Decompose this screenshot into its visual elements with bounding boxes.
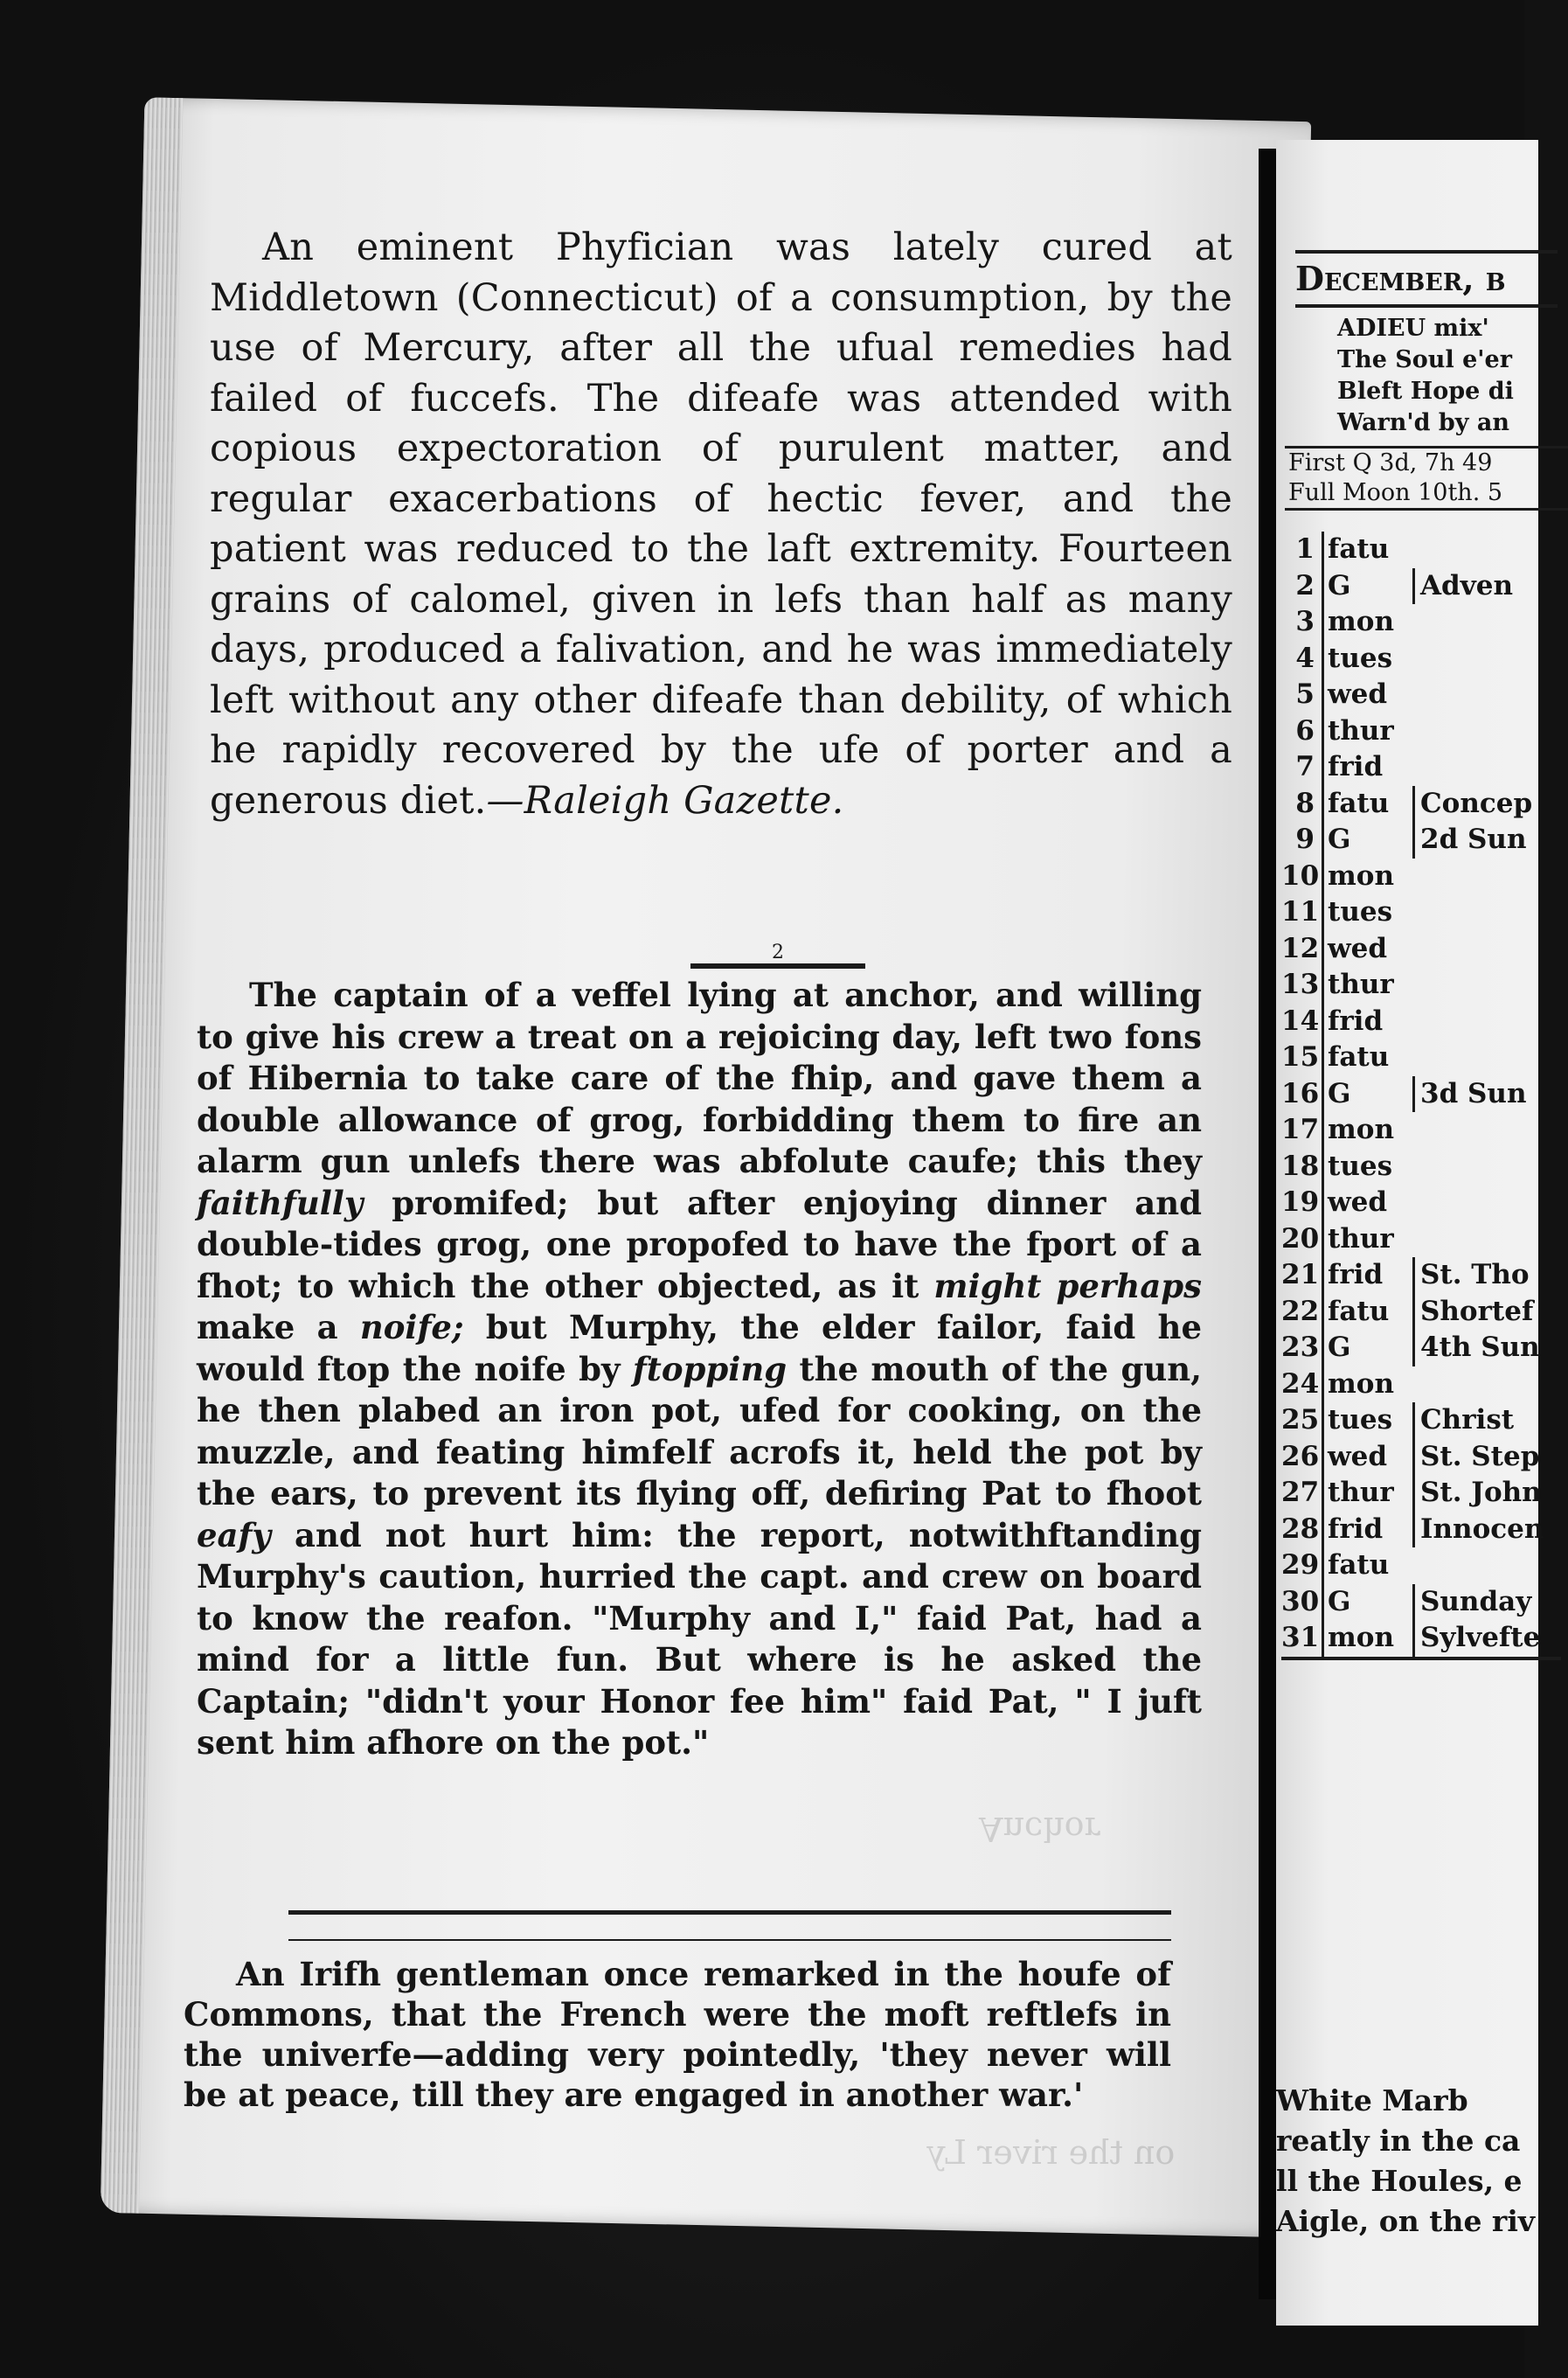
calendar-row <box>1281 1475 1561 1512</box>
calendar-row <box>1281 967 1561 1004</box>
calendar-day-number: 29 <box>1281 1549 1320 1581</box>
calendar-weekday: fatu <box>1322 532 1415 568</box>
section-rule-thin <box>288 1939 1171 1941</box>
calendar-weekday: fatu <box>1322 1294 1415 1331</box>
calendar-row <box>1281 1040 1561 1076</box>
calendar-row <box>1281 786 1561 823</box>
calendar-weekday: tues <box>1322 641 1415 678</box>
calendar-row <box>1281 894 1561 931</box>
article-text: The captain of a veffel lying at anchor, and willing to give his crew a treat on a rejoicing day, left two fons of Hibernia to take care of the fhip, and gave them a double allowance of grog, forbidding them to fire an alarm gun unlefs there was abfolute caufe; this they <box>197 976 1202 1180</box>
calendar-row <box>1281 1149 1561 1186</box>
calendar-day-number: 26 <box>1281 1440 1320 1472</box>
emphasis-text: noife; <box>359 1308 464 1346</box>
calendar-day-number: 24 <box>1281 1367 1320 1400</box>
calendar-weekday: wed <box>1322 931 1415 968</box>
calendar-weekday: wed <box>1322 1185 1415 1221</box>
calendar-weekday: wed <box>1322 1439 1415 1476</box>
emphasis-text: ftopping <box>632 1349 787 1388</box>
emphasis-text: might perhaps <box>933 1266 1202 1305</box>
calendar-weekday: thur <box>1322 1221 1415 1258</box>
calendar-weekday: mon <box>1322 1366 1415 1403</box>
calendar-weekday: tues <box>1322 894 1415 931</box>
calendar-row <box>1281 1547 1561 1584</box>
calendar-event: Adven <box>1412 568 1513 605</box>
calendar-event: Shortef <box>1412 1294 1533 1331</box>
calendar-weekday: mon <box>1322 604 1415 641</box>
calendar-day-number: 2 <box>1295 569 1315 601</box>
section-ornament <box>690 942 865 969</box>
calendar-weekday: thur <box>1322 713 1415 750</box>
calendar-table <box>1281 532 1561 1660</box>
moon-phase-line: Full Moon 10th. 5 <box>1288 479 1503 506</box>
calendar-day-number: 31 <box>1281 1622 1320 1653</box>
calendar-weekday: G <box>1322 1330 1415 1366</box>
footer-line: White Marb <box>1276 2083 1468 2117</box>
calendar-weekday: frid <box>1322 1004 1415 1040</box>
calendar-day-number: 1 <box>1295 533 1315 565</box>
calendar-weekday: frid <box>1322 1512 1415 1548</box>
article-body <box>197 975 1202 1764</box>
calendar-event: Concep <box>1412 786 1532 823</box>
calendar-event: 3d Sun <box>1412 1076 1527 1113</box>
calendar-day-number: 11 <box>1281 896 1320 928</box>
calendar-row <box>1281 749 1561 786</box>
calendar-day-number: 22 <box>1281 1295 1320 1327</box>
calendar-row <box>1281 677 1561 713</box>
calendar-row <box>1281 1257 1561 1294</box>
article-source: —Raleigh Gazette. <box>486 778 844 823</box>
calendar-event: Innocen <box>1412 1512 1544 1548</box>
article-text: and not hurt him: the report, notwithftanding Murphy's caution, hurried the capt. and crew on board to know the reafon. "Murphy and I," faid Pat, had a mind for a little fun. But where is he asked the Captain; "didn't your Honor fee him" faid Pat, " I juft sent him afhore on the pot." <box>197 1515 1202 1762</box>
calendar-day-number: 20 <box>1281 1222 1320 1255</box>
footer-line: ll the Houles, e <box>1276 2164 1523 2198</box>
calendar-day-number: 16 <box>1281 1077 1320 1109</box>
calendar-day-number: 3 <box>1295 606 1315 637</box>
calendar-weekday: frid <box>1322 749 1415 786</box>
calendar-weekday: G <box>1322 1584 1415 1621</box>
calendar-weekday: thur <box>1322 967 1415 1004</box>
article-captain <box>197 975 1202 1764</box>
calendar-row <box>1281 859 1561 895</box>
calendar-event: 2d Sun <box>1412 822 1527 859</box>
article-text: promifed; but after enjoying dinner and double-tides grog, one propofed to have the fport of a fhot; to which the other objected, as it <box>197 1183 1202 1305</box>
calendar-day-number: 18 <box>1281 1150 1320 1182</box>
footer-line: Aigle, on the riv <box>1276 2204 1536 2238</box>
calendar-weekday: thur <box>1322 1475 1415 1512</box>
moon-phases <box>1285 446 1568 511</box>
calendar-weekday: frid <box>1322 1257 1415 1294</box>
calendar-day-number: 23 <box>1281 1332 1320 1363</box>
calendar-day-number: 28 <box>1281 1512 1320 1545</box>
calendar-weekday: tues <box>1322 1149 1415 1186</box>
month-verse <box>1337 313 1514 439</box>
footer-line: reatly in the ca <box>1276 2124 1521 2158</box>
article-irish-gentleman <box>184 1954 1171 2115</box>
calendar-day-number: 21 <box>1281 1259 1320 1290</box>
calendar-row <box>1281 1584 1561 1621</box>
right-page <box>1276 140 1544 2326</box>
calendar-event: St. John <box>1412 1475 1542 1512</box>
calendar-row <box>1281 604 1561 641</box>
calendar-row <box>1281 1112 1561 1149</box>
emphasis-text: eafy <box>197 1515 271 1554</box>
article-body <box>210 223 1232 826</box>
calendar-day-number: 4 <box>1295 642 1315 674</box>
calendar-row <box>1281 1366 1561 1403</box>
calendar-row <box>1281 1004 1561 1040</box>
calendar-event: St. Step <box>1412 1439 1539 1476</box>
verse-line: Bleft Hope di <box>1337 378 1514 405</box>
calendar-day-number: 17 <box>1281 1114 1320 1145</box>
calendar-row <box>1281 1402 1561 1439</box>
calendar-event: Christ <box>1412 1402 1514 1439</box>
emphasis-text: faithfully <box>197 1183 364 1222</box>
calendar-weekday: fatu <box>1322 1547 1415 1584</box>
calendar-row <box>1281 568 1561 605</box>
calendar-day-number: 9 <box>1295 824 1315 855</box>
section-rule <box>288 1910 1171 1915</box>
calendar-weekday: G <box>1322 822 1415 859</box>
calendar-day-number: 14 <box>1281 1005 1320 1037</box>
calendar-weekday: G <box>1322 1076 1415 1113</box>
verse-line: Warn'd by an <box>1337 409 1509 436</box>
calendar-weekday: mon <box>1322 859 1415 895</box>
calendar-weekday: wed <box>1322 677 1415 713</box>
calendar-day-number: 6 <box>1295 714 1315 747</box>
calendar-weekday: mon <box>1322 1620 1415 1657</box>
calendar-day-number: 8 <box>1295 787 1315 819</box>
calendar-event: St. Tho <box>1412 1257 1530 1294</box>
calendar-day-number: 25 <box>1281 1404 1320 1436</box>
calendar-row <box>1281 822 1561 859</box>
calendar-day-number: 30 <box>1281 1585 1320 1617</box>
calendar-day-number: 19 <box>1281 1186 1320 1218</box>
bleed-through-text: Anchor <box>979 1810 1100 1848</box>
ornament-mark: 2 <box>772 942 784 963</box>
calendar-day-number: 13 <box>1281 969 1320 1000</box>
bleed-through-text: on the river Ly <box>926 2133 1176 2172</box>
calendar-weekday: fatu <box>1322 1040 1415 1076</box>
calendar-day-number: 15 <box>1281 1041 1320 1073</box>
calendar-day-number: 10 <box>1281 859 1320 892</box>
calendar-day-number: 27 <box>1281 1477 1320 1508</box>
article-text: the mouth of the gun, he then plabed an iron pot, ufed for cooking, on the muzzle, and feating himfelf acrofs it, held the pot by the ears, to prevent its flying off, defiring Pat to fhoot <box>197 1349 1202 1512</box>
article-text: make a <box>197 1308 360 1346</box>
right-page-footer <box>1276 2081 1535 2242</box>
article-body: An Irifh gentleman once remarked in the houfe of Commons, that the French were the moft reftlefs in the univerfe—adding very pointedly, 'they never will be at peace, till they are engaged in another war.' <box>184 1955 1171 2114</box>
calendar-day-number: 12 <box>1281 932 1320 964</box>
calendar-day-number: 5 <box>1295 678 1315 710</box>
calendar-event: Sunday <box>1412 1584 1531 1621</box>
article-text: but Murphy, the elder failor, faid he would ftop the noife by <box>197 1308 1202 1388</box>
article-consumption <box>210 223 1232 826</box>
calendar-row <box>1281 1076 1561 1113</box>
calendar-row <box>1281 713 1561 750</box>
calendar-row <box>1281 931 1561 968</box>
calendar-row <box>1281 1512 1561 1548</box>
verse-line: The Soul e'er <box>1337 346 1512 373</box>
calendar-event: Sylvefte <box>1412 1620 1540 1657</box>
article-text: An eminent Phyfician was lately cured at Middletown (Connecticut) of a consumption, by the use of Mercury, after all the ufual remedies had failed of fuccefs. The difeafe was attended with copious expectoration of purulent matter, and regular exacerbations of hectic fever, and the patient was reduced to the laft extremity. Fourteen grains of calomel, given in lefs than half as many days, produced a falivation, and he was immediately left without any other difeafe than debility, of which he rapidly recovered by the ufe of porter and a generous diet. <box>210 226 1232 823</box>
verse-line: ADIEU mix' <box>1337 315 1489 342</box>
moon-phase-line: First Q 3d, 7h 49 <box>1288 449 1493 476</box>
calendar-day-number: 7 <box>1295 751 1315 782</box>
book-gutter <box>1259 149 1276 2299</box>
calendar-weekday: tues <box>1322 1402 1415 1439</box>
calendar-row <box>1281 1330 1561 1366</box>
month-title: December, b <box>1295 250 1558 308</box>
calendar-row <box>1281 1439 1561 1476</box>
calendar-row <box>1281 1185 1561 1221</box>
calendar-row <box>1281 641 1561 678</box>
calendar-weekday: G <box>1322 568 1415 605</box>
calendar-row <box>1281 532 1561 568</box>
calendar-row <box>1281 1620 1561 1657</box>
calendar-event: 4th Sun <box>1412 1330 1540 1366</box>
calendar-weekday: mon <box>1322 1112 1415 1149</box>
calendar-weekday: fatu <box>1322 786 1415 823</box>
calendar-row <box>1281 1294 1561 1331</box>
calendar-row <box>1281 1221 1561 1258</box>
